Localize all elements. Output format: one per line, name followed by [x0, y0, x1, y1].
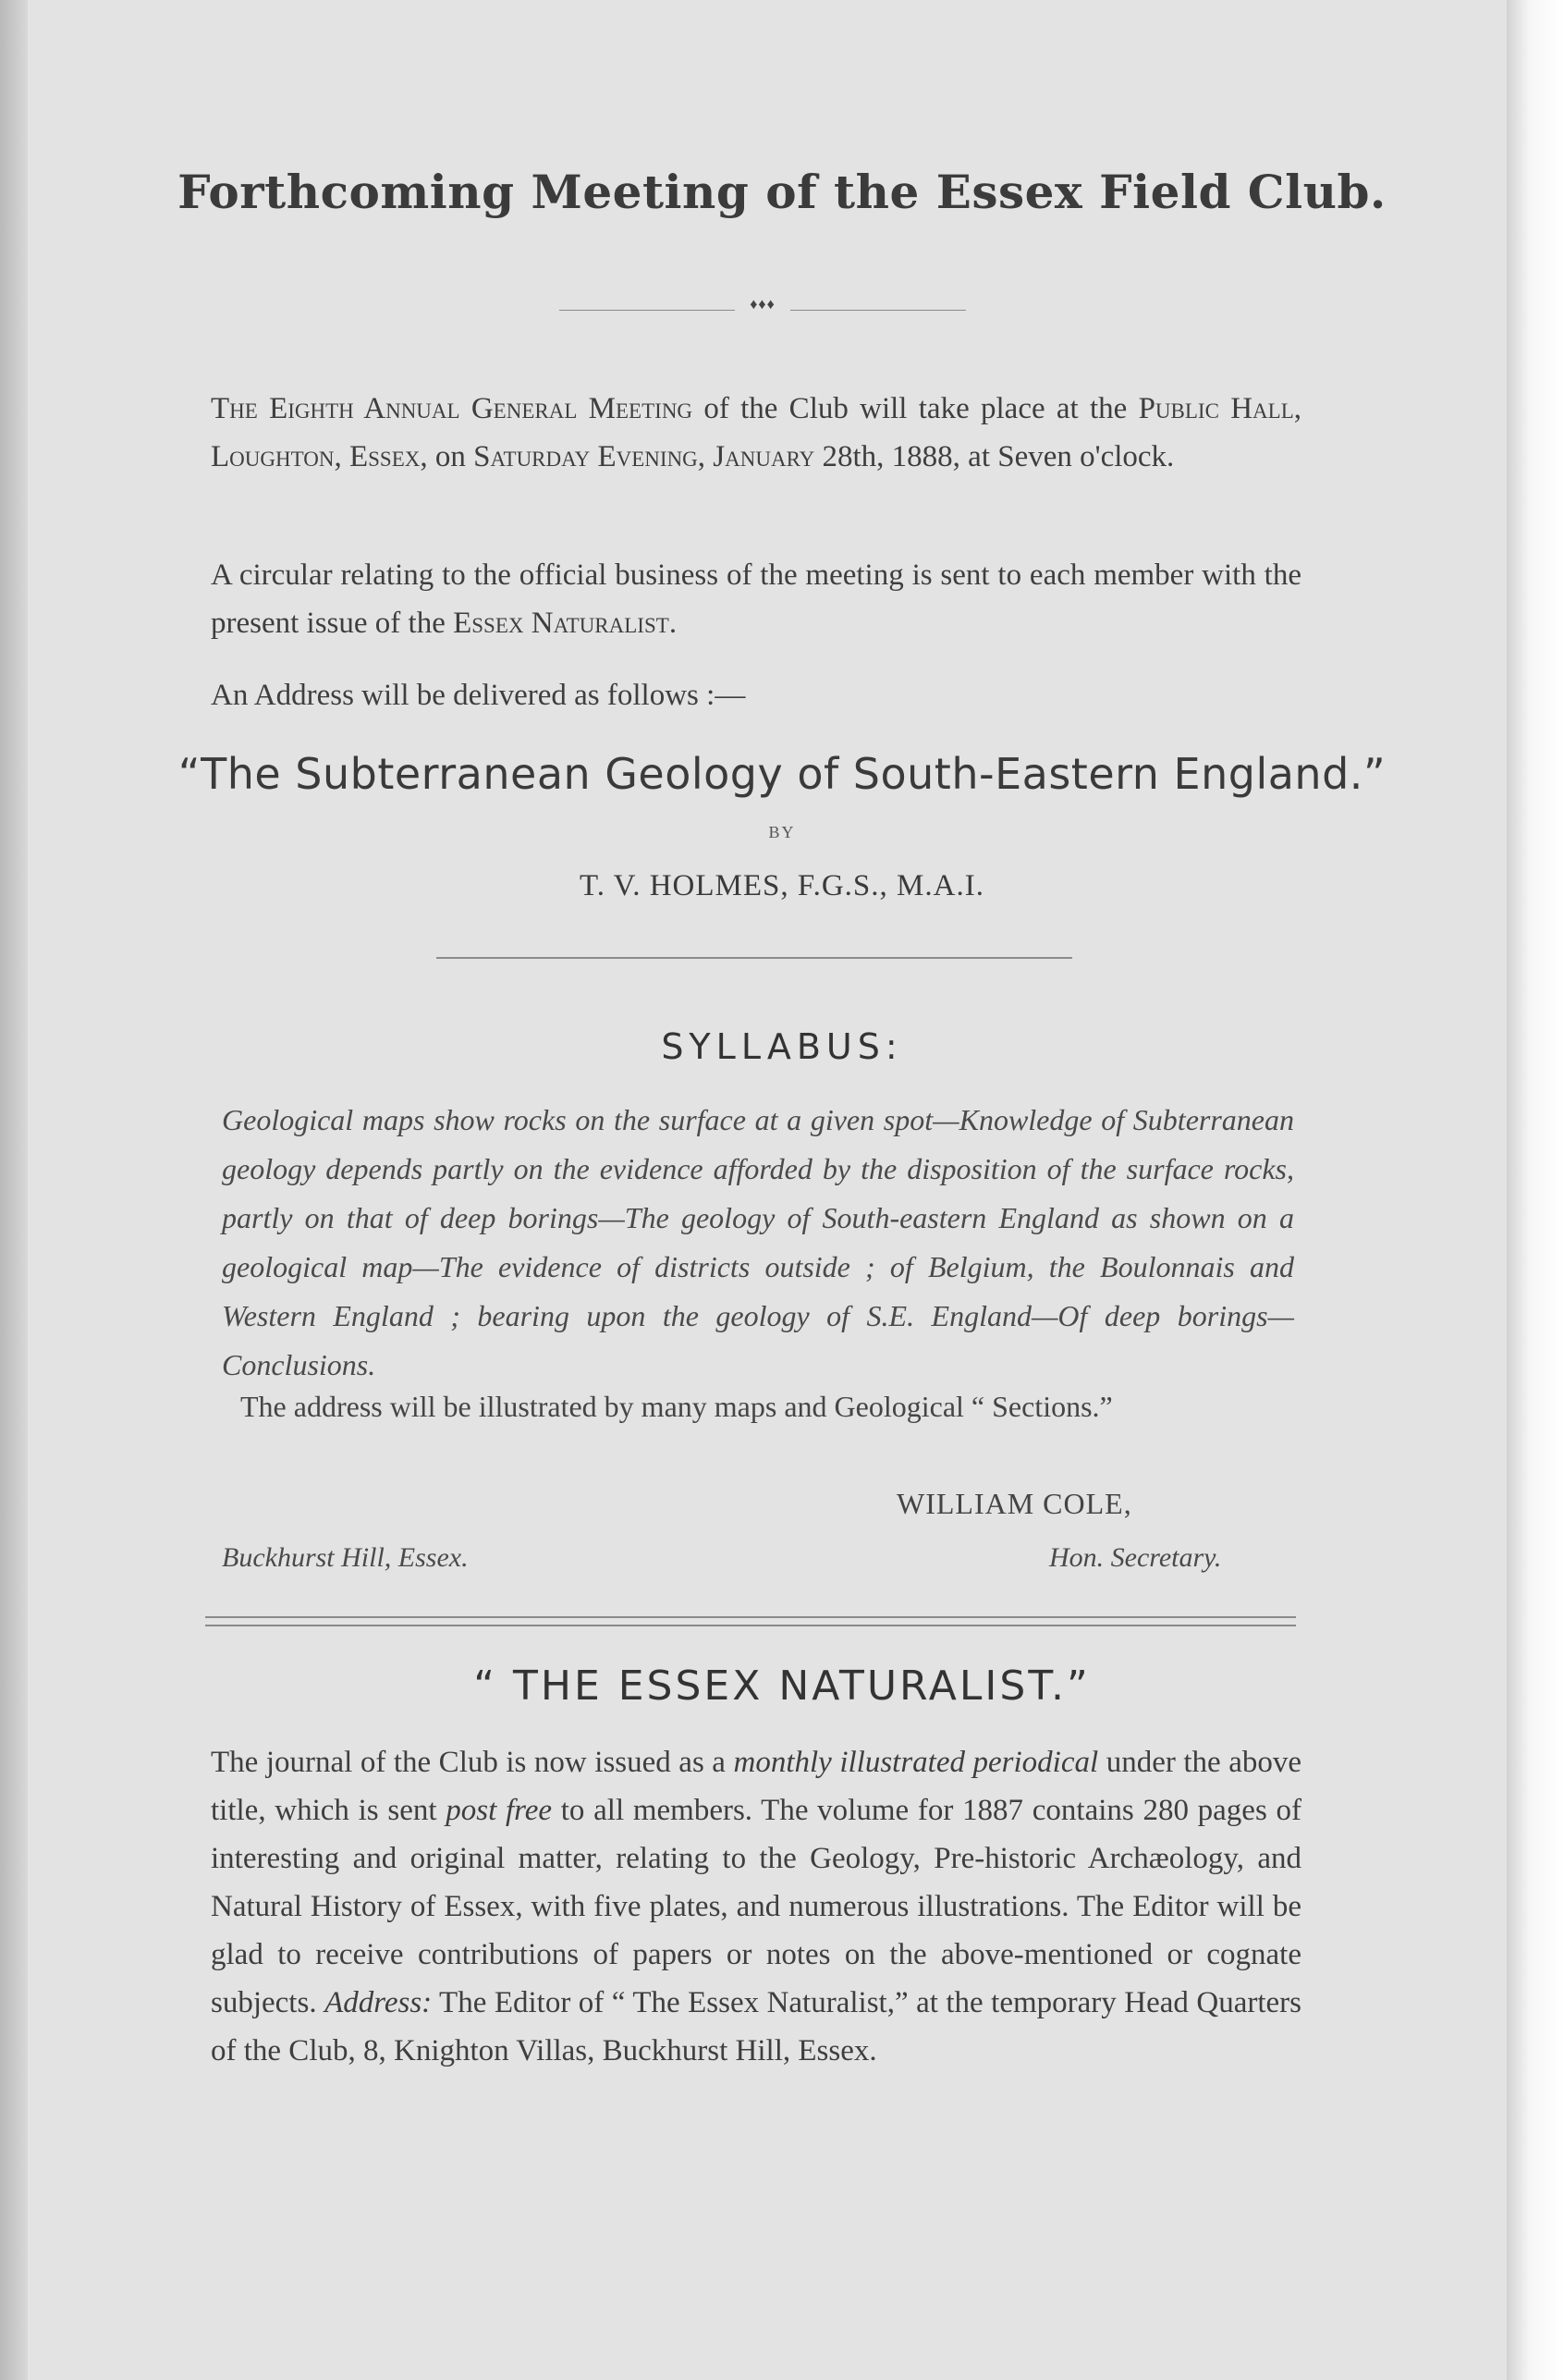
publication-name: Essex Naturalist: [453, 607, 669, 640]
syllabus-text: Geological maps show rocks on the surface at a given spot—Knowledge of Subterranean geology depends partly on the evidence afforded by the disposition of the surface rocks, partly on that of deep borings—The geology of South-eastern England as shown on a geological map—The evidence of districts outside ; of Belgium, the Boulonnais and Western England ; bearing upon the geology of S.E. England—Of deep borings—Conclusions.: [222, 1103, 1294, 1381]
naturalist-description: [211, 1738, 1301, 2075]
naturalist-text-1: The journal of the Club is now issued as a: [211, 1746, 734, 1779]
syllabus-heading: SYLLABUS:: [661, 1026, 903, 1067]
illustration-note: The address will be illustrated by many maps and Geological “ Sections.”: [240, 1390, 1113, 1423]
circular-notice: [211, 551, 1301, 647]
ornament-line-right: [790, 310, 966, 311]
meeting-date: 28th, 1888, at Seven o'clock.: [814, 440, 1175, 473]
lecture-title: “The Subterranean Geology of South-Eastern England.”: [177, 749, 1387, 799]
meeting-day: Saturday Evening, January: [473, 440, 815, 473]
signer-role: Hon. Secretary.: [1049, 1542, 1222, 1573]
ornament-line-left: [559, 310, 735, 311]
signer-location: Buckhurst Hill, Essex.: [222, 1542, 469, 1573]
naturalist-text-3: to all members. The volume for 1887 contains 280 pages of interesting and original matter, relating to the Geology, Pre-historic Archæology, and Natural History of Essex, with five plates, and numerous illustrations. The Editor will be glad to receive contributions of papers or notes on the above-mentioned or cognate subjects.: [211, 1794, 1302, 2019]
double-divider: [205, 1616, 1296, 1626]
meeting-announcement: [211, 385, 1301, 481]
page-left-shadow: [0, 0, 28, 2380]
meeting-name: The Eighth Annual General Meeting: [211, 392, 693, 425]
naturalist-heading: “ THE ESSEX NATURALIST.”: [473, 1662, 1091, 1710]
address-intro: An Address will be delivered as follows :—: [211, 679, 746, 712]
naturalist-emphasis-1: monthly illustrated periodical: [733, 1746, 1099, 1779]
meeting-text-1: of the Club will take place at the: [692, 392, 1139, 425]
naturalist-text-2: under the above title, which is sent: [211, 1746, 1301, 1827]
divider: [436, 957, 1072, 959]
diamond-ornament-icon: ♦♦♦: [750, 297, 776, 313]
naturalist-emphasis-2: post free: [446, 1794, 553, 1827]
title-ornament: [559, 297, 966, 319]
naturalist-address-label: Address:: [324, 1986, 433, 2019]
circular-text: A circular relating to the official business of the meeting is sent to each member with the present issue of the: [211, 558, 1301, 640]
circular-period: .: [668, 607, 678, 640]
meeting-venue: Public Hall, Loughton, Essex,: [211, 392, 1301, 473]
lecture-by: BY: [768, 823, 796, 841]
page-title: Forthcoming Meeting of the Essex Field Club.: [177, 165, 1387, 219]
lecture-author: T. V. HOLMES, F.G.S., M.A.I.: [580, 869, 984, 902]
signer-name: WILLIAM COLE,: [897, 1487, 1132, 1520]
page-right-edge: [1507, 0, 1564, 2380]
naturalist-text-4: The Editor of “ The Essex Naturalist,” at the temporary Head Quarters of the Club, 8, Knighton Villas, Buckhurst Hill, Essex.: [211, 1986, 1301, 2067]
meeting-text-2: on: [427, 440, 474, 473]
